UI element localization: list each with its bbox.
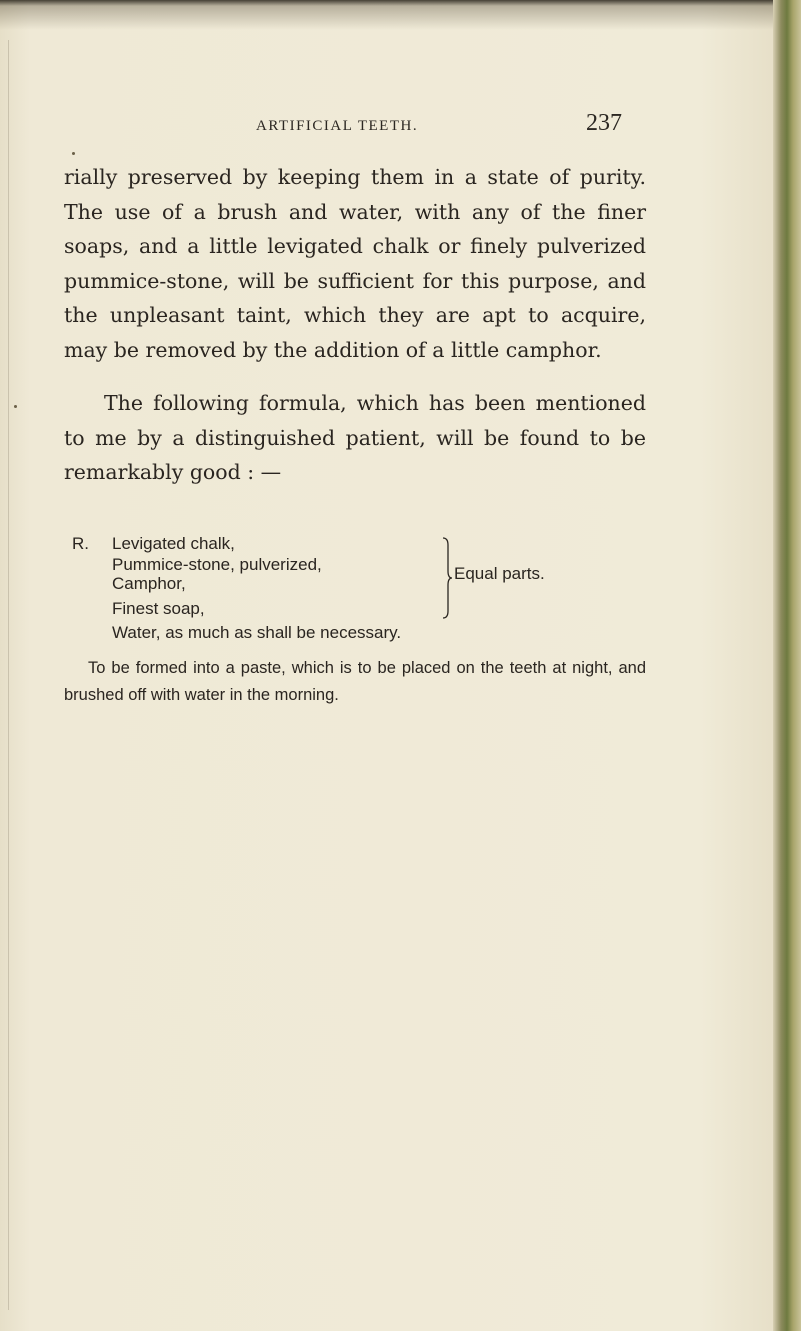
recipe-item-camphor: Camphor, (112, 574, 186, 593)
equal-parts-label: Equal parts. (454, 564, 545, 583)
gutter-line (8, 40, 9, 1310)
page-edge-binding (773, 0, 801, 1331)
page-top-shadow (0, 0, 801, 40)
curly-brace-icon (442, 537, 452, 619)
paragraph-3: To be formed into a paste, which is to be placed on the teeth at night, and brushed off with water in the morning. (64, 659, 646, 704)
page-number: 237 (586, 110, 622, 136)
recipe-marker: R. (72, 534, 89, 553)
paragraph-2-text: The following formula, which has been mentioned to me by a distinguished patient, will be found to be remarkably good : — (64, 391, 646, 484)
ink-speck (14, 405, 17, 408)
recipe-item-pummice: Pummice-stone, pulverized, (112, 555, 322, 574)
recipe-item-water: Water, as much as shall be necessary. (112, 623, 402, 642)
recipe-item-chalk: Levigated chalk, (112, 534, 235, 553)
paragraph-2 (64, 386, 646, 490)
recipe-item-soap: Finest soap, (112, 599, 205, 618)
running-head: ARTIFICIAL TEETH. (256, 118, 419, 134)
ink-speck (72, 152, 75, 155)
paragraph-1: rially preserved by keeping them in a state of purity. The use of a brush and water, with any of the finer soaps, and a little levigated chalk or finely pulverized pummice-stone, will be sufficient for this purpose, and the unpleasant taint, which they are apt to acquire, may be removed by the addition of a little camphor. (64, 165, 646, 362)
